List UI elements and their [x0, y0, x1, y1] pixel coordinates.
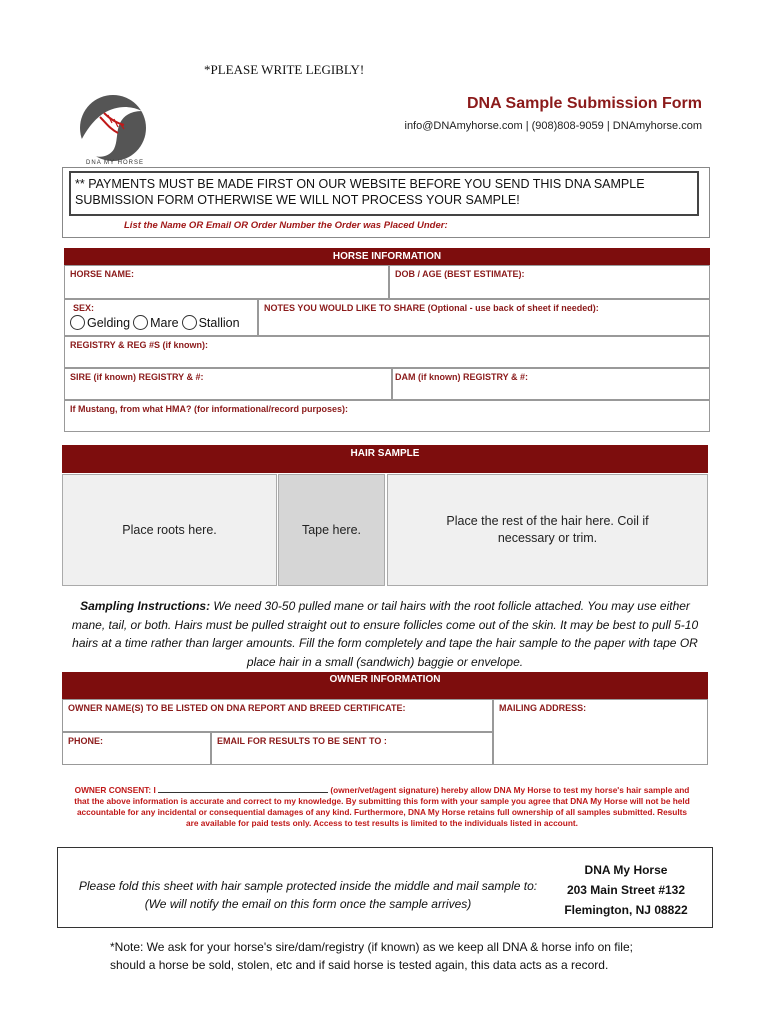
payment-notice-line-1: ** PAYMENTS MUST BE MADE FIRST ON OUR WEBSITE BEFORE YOU SEND THIS DNA SAMPLE [75, 177, 645, 191]
address-street: 203 Main Street #132 [566, 883, 686, 897]
sex-option-stallion[interactable] [182, 315, 240, 330]
email-field[interactable] [211, 732, 493, 765]
phone-field[interactable] [62, 732, 211, 765]
radio-circle-icon [70, 315, 85, 330]
sex-option-label: Stallion [198, 315, 240, 330]
form-title: DNA Sample Submission Form [467, 95, 702, 112]
radio-circle-icon [182, 315, 197, 330]
registry-field[interactable] [64, 336, 710, 368]
horse-name-label: HORSE NAME: [70, 269, 135, 279]
sex-option-label: Mare [150, 315, 179, 330]
mailing-address-label: MAILING ADDRESS: [499, 703, 587, 713]
consent-rest: (owner/vet/agent signature) hereby allow DNA My Horse to test my horse's hair sample and that the above information is accurate and correct to my knowledge. By submitting this form with your sample you agree that DNA My Horse will not be held accountable for any incidental or consequential damages of any kind. Furthermore, DNA My Horse retains full ownership of all samples submitted. Results are available for paid tests only. Access to test results is limited to the individuals listed in account. [74, 785, 690, 828]
dam-label: DAM (if known) REGISTRY & #: [395, 372, 529, 382]
mailing-line-1: Please fold this sheet with hair sample protected inside the middle and mail sample to: [78, 879, 538, 893]
consent-start: OWNER CONSENT: I [74, 785, 156, 795]
address-company: DNA My Horse [584, 863, 668, 877]
phone-label: PHONE: [68, 736, 104, 746]
sampling-instructions [70, 597, 700, 671]
rest-of-hair-area [387, 474, 708, 586]
notes-label: NOTES YOU WOULD LIKE TO SHARE (Optional - use back of sheet if needed): [264, 303, 599, 313]
sex-option-mare[interactable] [133, 315, 178, 330]
mailing-address-field[interactable] [493, 699, 708, 765]
dna-my-horse-logo [70, 93, 160, 169]
contact-line: info@DNAmyhorse.com | (908)808-9059 | DNAmyhorse.com [404, 120, 702, 132]
mailing-address [556, 860, 696, 920]
write-legibly-note: *PLEASE WRITE LEGIBLY! [204, 62, 365, 77]
sex-options [70, 315, 243, 330]
logo-caption: DNA MY HORSE [86, 160, 144, 166]
sex-option-gelding[interactable] [70, 315, 130, 330]
roots-label: Place roots here. [122, 523, 217, 537]
payment-notice [69, 171, 699, 216]
instructions-lead: Sampling Instructions: [80, 599, 211, 613]
mustang-label: If Mustang, from what HMA? (for informational/record purposes): [70, 404, 349, 414]
dob-age-field[interactable] [389, 265, 710, 299]
sire-field[interactable] [64, 368, 392, 400]
radio-circle-icon [133, 315, 148, 330]
owner-consent [72, 785, 692, 829]
owner-names-label: OWNER NAME(S) TO BE LISTED ON DNA REPORT AND BREED CERTIFICATE: [68, 703, 406, 713]
rest-label-line-1: Place the rest of the hair here. Coil if [446, 514, 649, 528]
signature-line[interactable] [158, 792, 328, 793]
sex-label: SEX: [73, 303, 95, 313]
mailing-line-2: (We will notify the email on this form once the sample arrives) [144, 897, 472, 911]
owner-info-heading: OWNER INFORMATION [62, 672, 708, 700]
footer-note: *Note: We ask for your horse's sire/dam/registry (if known) as we keep all DNA & horse info on file; should a horse be sold, stolen, etc and if said horse is tested again, this data acts as a record. [110, 940, 633, 972]
horse-info-heading: HORSE INFORMATION [64, 248, 710, 265]
tape-area [278, 474, 385, 586]
hair-sample-heading: HAIR SAMPLE [62, 445, 708, 473]
horse-name-field[interactable] [64, 265, 389, 299]
registry-label: REGISTRY & REG #S (if known): [70, 340, 209, 350]
email-label: EMAIL FOR RESULTS TO BE SENT TO : [217, 736, 387, 746]
owner-names-field[interactable] [62, 699, 493, 732]
rest-label-line-2: necessary or trim. [497, 531, 598, 545]
roots-area [62, 474, 277, 586]
instructions-body: We need 30-50 pulled mane or tail hairs with the root follicle attached. You may use either mane, tail, or both. Hairs must be pulled straight out to ensure follicles come out of the skin. It may be best to pull 5-10 hairs at a time rather than larger amounts. Fill the form completely and tape the hair sample to the paper with tape OR place hair in a small (sandwich) baggie or envelope. [71, 599, 699, 669]
tape-label: Tape here. [301, 523, 362, 537]
sire-label: SIRE (if known) REGISTRY & #: [70, 372, 204, 382]
address-city: Flemington, NJ 08822 [564, 903, 688, 917]
dam-field[interactable] [392, 368, 710, 400]
mailing-instructions [62, 877, 554, 913]
notes-field[interactable] [258, 299, 710, 336]
mustang-field[interactable] [64, 400, 710, 432]
sex-option-label: Gelding [87, 315, 131, 330]
payment-notice-line-2: SUBMISSION FORM OTHERWISE WE WILL NOT PROCESS YOUR SAMPLE! [75, 193, 520, 207]
dob-age-label: DOB / AGE (BEST ESTIMATE): [395, 269, 525, 279]
order-label: List the Name OR Email OR Order Number the Order was Placed Under: [124, 220, 448, 231]
